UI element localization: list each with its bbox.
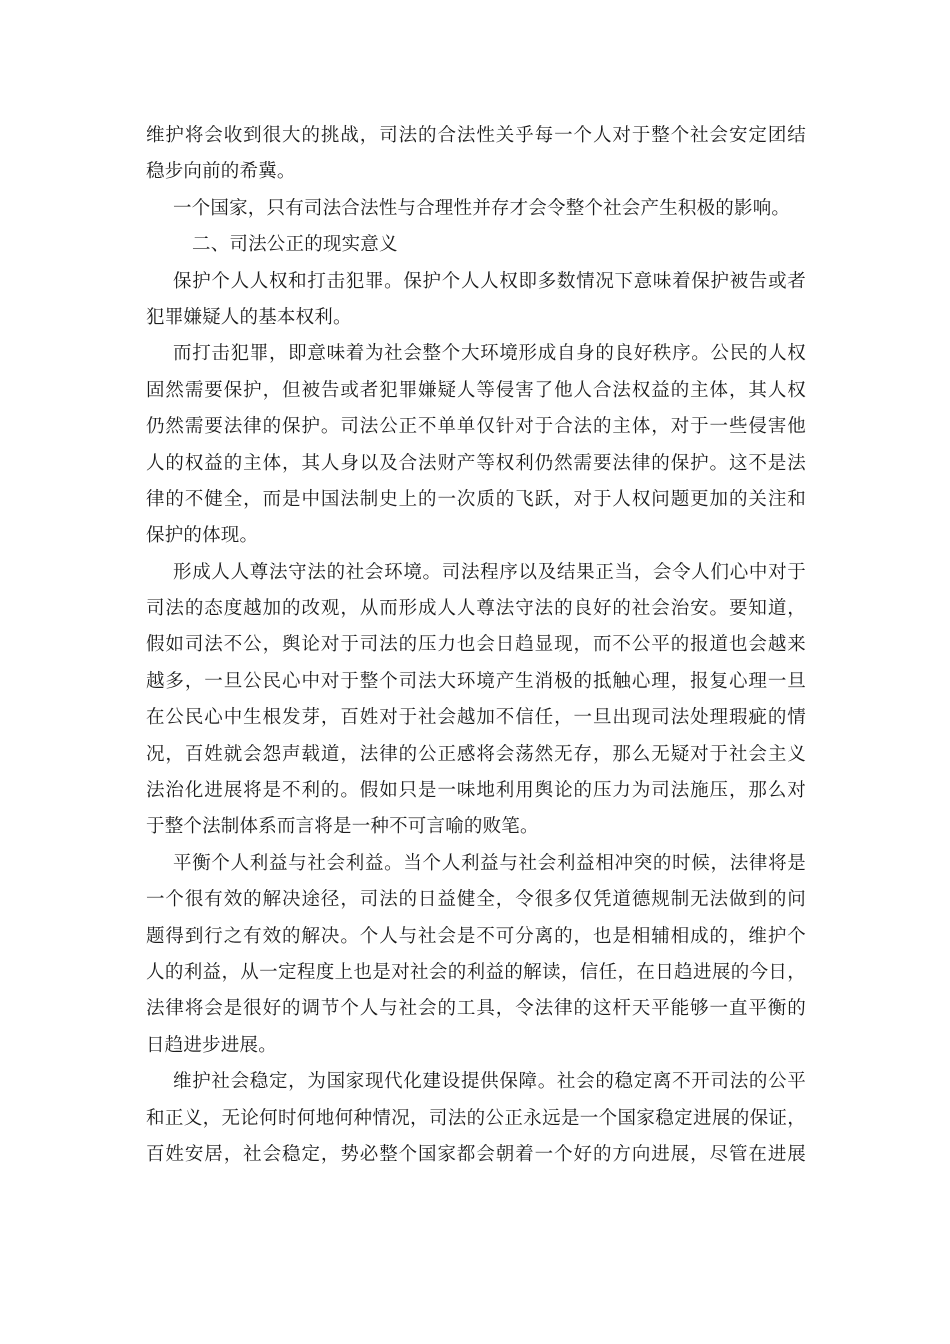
text-line: 和正义，无论何时何地何种情况，司法的公正永远是一个国家稳定进展的保证，	[146, 1107, 806, 1129]
text-line: 法律将会是很好的调节个人与社会的工具，令法律的这杆天平能够一直平衡的	[146, 998, 806, 1020]
text-line: 维护将会收到很大的挑战，司法的合法性关乎每一个人对于整个社会安定团结	[146, 125, 806, 146]
text-line: 百姓安居，社会稳定，势必整个国家都会朝着一个好的方向进展，尽管在进展	[146, 1143, 806, 1165]
text-line: 仍然需要法律的保护。司法公正不单单仅针对于合法的主体，对于一些侵害他	[146, 416, 806, 438]
text-line: 司法的态度越加的改观，从而形成人人尊法守法的良好的社会治安。要知道，	[146, 598, 806, 620]
text-line: 律的不健全，而是中国法制史上的一次质的飞跃，对于人权问题更加的关注和	[146, 488, 806, 510]
text-line: 越多，一旦公民心中对于整个司法大环境产生消极的抵触心理，报复心理一旦	[146, 670, 806, 692]
text-line: 维护社会稳定，为国家现代化建设提供保障。社会的稳定离不开司法的公平	[173, 1071, 806, 1093]
text-line: 稳步向前的希冀。	[146, 161, 296, 183]
text-line: 形成人人尊法守法的社会环境。司法程序以及结果正当，会令人们心中对于	[173, 561, 806, 583]
text-line: 而打击犯罪，即意味着为社会整个大环境形成自身的良好秩序。公民的人权	[173, 343, 806, 365]
text-line: 保护个人人权和打击犯罪。保护个人人权即多数情况下意味着保护被告或者	[173, 270, 806, 292]
text-line: 日趋进步进展。	[146, 1034, 277, 1056]
text-line: 况，百姓就会怨声载道，法律的公正感将会荡然无存，那么无疑对于社会主义	[146, 743, 806, 765]
text-line: 法治化进展将是不利的。假如只是一味地利用舆论的压力为司法施压，那么对	[146, 780, 806, 802]
body-text	[146, 118, 806, 1173]
text-line: 一个国家，只有司法合法性与合理性并存才会令整个社会产生积极的影响。	[173, 197, 791, 219]
text-line: 人的权益的主体，其人身以及合法财产等权利仍然需要法律的保护。这不是法	[146, 452, 806, 474]
section-heading: 二、司法公正的现实意义	[192, 234, 398, 256]
text-line: 人的利益，从一定程度上也是对社会的利益的解读，信任，在日趋进展的今日，	[146, 961, 806, 983]
text-line: 固然需要保护，但被告或者犯罪嫌疑人等侵害了他人合法权益的主体，其人权	[146, 379, 806, 401]
text-line: 在公民心中生根发芽，百姓对于社会越加不信任，一旦出现司法处理瑕疵的情	[146, 707, 806, 729]
text-line: 一个很有效的解决途径，司法的日益健全，令很多仅凭道德规制无法做到的问	[146, 889, 806, 911]
text-line: 于整个法制体系而言将是一种不可言喻的败笔。	[146, 816, 539, 838]
text-line: 保护的体现。	[146, 525, 259, 547]
text-line: 犯罪嫌疑人的基本权利。	[146, 306, 352, 328]
text-line: 题得到行之有效的解决。个人与社会是不可分离的，也是相辅相成的，维护个	[146, 925, 806, 947]
text-line: 假如司法不公，舆论对于司法的压力也会日趋显现，而不公平的报道也会越来	[146, 634, 806, 656]
text-line: 平衡个人利益与社会利益。当个人利益与社会利益相冲突的时候，法律将是	[173, 852, 806, 874]
